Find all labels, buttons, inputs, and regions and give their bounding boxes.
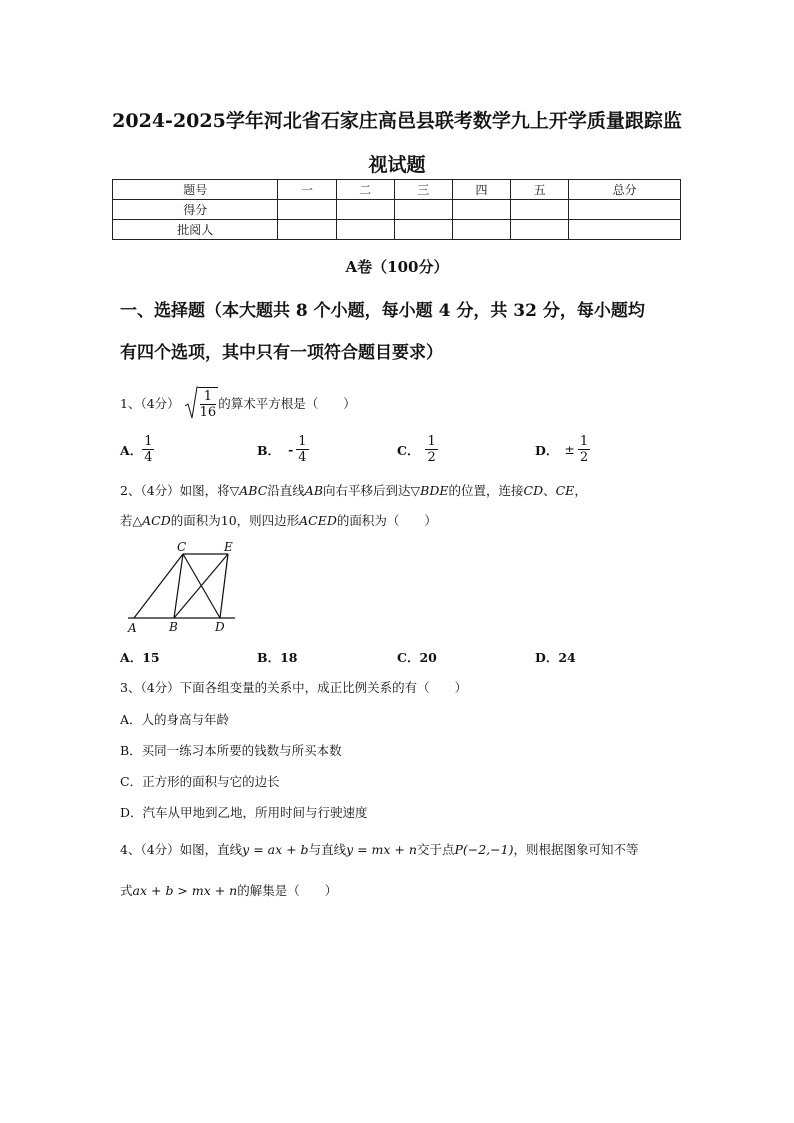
question-text: 的面积为10，则四边形	[170, 513, 300, 528]
part-a-heading: A卷（100分）	[345, 258, 449, 276]
option-fraction	[425, 434, 437, 465]
question-text: 沿直线	[267, 483, 305, 498]
title-line-2: 视试题	[368, 154, 426, 176]
table-cell[interactable]	[394, 220, 452, 240]
question-text: ，则根据图象可知不等	[513, 842, 639, 857]
table-cell: 五	[511, 180, 569, 200]
fraction-numerator: 1	[298, 434, 307, 449]
question-4-line-1	[120, 840, 638, 858]
question-text: 若	[120, 513, 133, 528]
math-equation: y = ax + b	[242, 842, 309, 857]
math-segment: AB	[304, 483, 324, 498]
table-cell[interactable]	[452, 220, 510, 240]
table-cell[interactable]	[278, 220, 336, 240]
table-cell: 得分	[113, 200, 278, 220]
table-cell: 四	[452, 180, 510, 200]
option-b[interactable]: B．买同一练习本所要的钱数与所买本数	[120, 743, 342, 758]
math-segment: CE	[555, 483, 575, 498]
label-a: A	[128, 621, 137, 635]
option-sign: -	[288, 442, 294, 457]
fraction-denominator: 16	[199, 404, 217, 420]
label-b: B	[169, 620, 178, 634]
math-quadrilateral: ACED	[299, 513, 337, 528]
question-text: 的位置，连接	[448, 483, 524, 498]
option-c[interactable]: C．正方形的面积与它的边长	[120, 774, 280, 789]
math-triangle: ▽BDE	[410, 483, 449, 498]
question-text: 的算术平方根是（ ）	[218, 396, 356, 411]
math-inequality: ax + b > mx + n	[132, 883, 238, 898]
table-cell: 二	[336, 180, 394, 200]
option-c[interactable]: C．20	[397, 650, 437, 665]
question-number: 1、（4分）	[120, 396, 180, 411]
sqrt-radicand	[198, 387, 219, 420]
math-point: P(−2,−1)	[454, 842, 514, 857]
question-text: 交于点	[416, 842, 455, 857]
radical-sign-icon	[184, 386, 198, 420]
fraction-denominator: 2	[579, 450, 589, 465]
table-cell: 总分	[569, 180, 681, 200]
score-table	[112, 179, 681, 240]
table-cell: 题号	[113, 180, 278, 200]
option-c[interactable]	[397, 434, 438, 465]
question-text: 式	[120, 883, 133, 898]
option-fraction	[142, 434, 154, 465]
fraction-numerator: 1	[579, 434, 589, 449]
section-1-heading-line-2: 有四个选项，其中只有一项符合题目要求）	[120, 343, 443, 363]
fraction-denominator: 4	[144, 450, 153, 465]
question-4-line-2	[120, 881, 337, 899]
table-row	[113, 200, 681, 220]
table-row	[113, 220, 681, 240]
math-triangle: ▽ABC	[229, 483, 268, 498]
table-cell[interactable]	[569, 220, 681, 240]
label-e: E	[224, 540, 233, 554]
math-segment: CD	[523, 483, 544, 498]
math-triangle: △ACD	[132, 513, 171, 528]
question-2-line-1	[120, 481, 587, 499]
title-line-1: 2024-2025学年河北省石家庄高邑县联考数学九上开学质量跟踪监	[112, 110, 682, 132]
question-text: 的解集是（ ）	[237, 883, 338, 898]
table-cell[interactable]	[336, 200, 394, 220]
option-b[interactable]	[257, 434, 309, 465]
option-fraction	[296, 434, 308, 465]
question-text: 的面积为（ ）	[336, 513, 437, 528]
option-a[interactable]: A．人的身高与年龄	[120, 712, 230, 727]
question-text: 2、（4分）如图，将	[120, 483, 230, 498]
question-text: 4、（4分）如图，直线	[120, 842, 243, 857]
table-cell: 一	[278, 180, 336, 200]
sqrt-expression	[184, 386, 219, 420]
table-cell[interactable]	[452, 200, 510, 220]
label-c: C	[177, 540, 187, 554]
table-cell[interactable]	[336, 220, 394, 240]
option-a[interactable]	[120, 434, 154, 465]
segment-ed	[220, 554, 228, 618]
table-cell: 三	[394, 180, 452, 200]
label-d: D	[215, 620, 225, 634]
question-1	[120, 386, 356, 420]
option-d[interactable]: D．汽车从甲地到乙地，所用时间与行驶速度	[120, 805, 368, 820]
question-3: 3、（4分）下面各组变量的关系中，成正比例关系的有（ ）	[120, 680, 468, 695]
option-d[interactable]: D．24	[535, 650, 576, 665]
option-label: A．	[120, 442, 143, 458]
question-text: 向右平移后到达	[323, 483, 411, 498]
table-cell[interactable]	[278, 200, 336, 220]
option-a[interactable]: A．15	[120, 650, 160, 665]
option-d[interactable]	[535, 434, 590, 465]
option-fraction	[578, 434, 590, 465]
option-label: C．	[397, 442, 420, 458]
fraction-numerator: 1	[427, 434, 436, 449]
question-2-line-2	[120, 511, 437, 529]
table-cell[interactable]	[569, 200, 681, 220]
question-text: 与直线	[308, 842, 347, 857]
table-cell[interactable]	[511, 220, 569, 240]
math-equation: y = mx + n	[346, 842, 417, 857]
triangle-translation-figure	[120, 538, 240, 638]
section-1-heading-line-1: 一、选择题（本大题共 8 个小题，每小题 4 分，共 32 分，每小题均	[120, 301, 645, 321]
table-cell[interactable]	[394, 200, 452, 220]
table-cell[interactable]	[511, 200, 569, 220]
option-label: B．	[257, 442, 281, 458]
fraction-denominator: 2	[427, 450, 436, 465]
score-table-header	[113, 180, 681, 200]
fraction-numerator: 1	[200, 389, 217, 405]
question-text: ，	[574, 483, 587, 498]
fraction-numerator: 1	[144, 434, 153, 449]
fraction-denominator: 4	[298, 450, 307, 465]
question-text: 、	[543, 483, 556, 498]
option-label: D．	[535, 442, 559, 458]
option-sign: ±	[564, 442, 575, 457]
option-b[interactable]: B．18	[257, 650, 298, 665]
table-cell: 批阅人	[113, 220, 278, 240]
